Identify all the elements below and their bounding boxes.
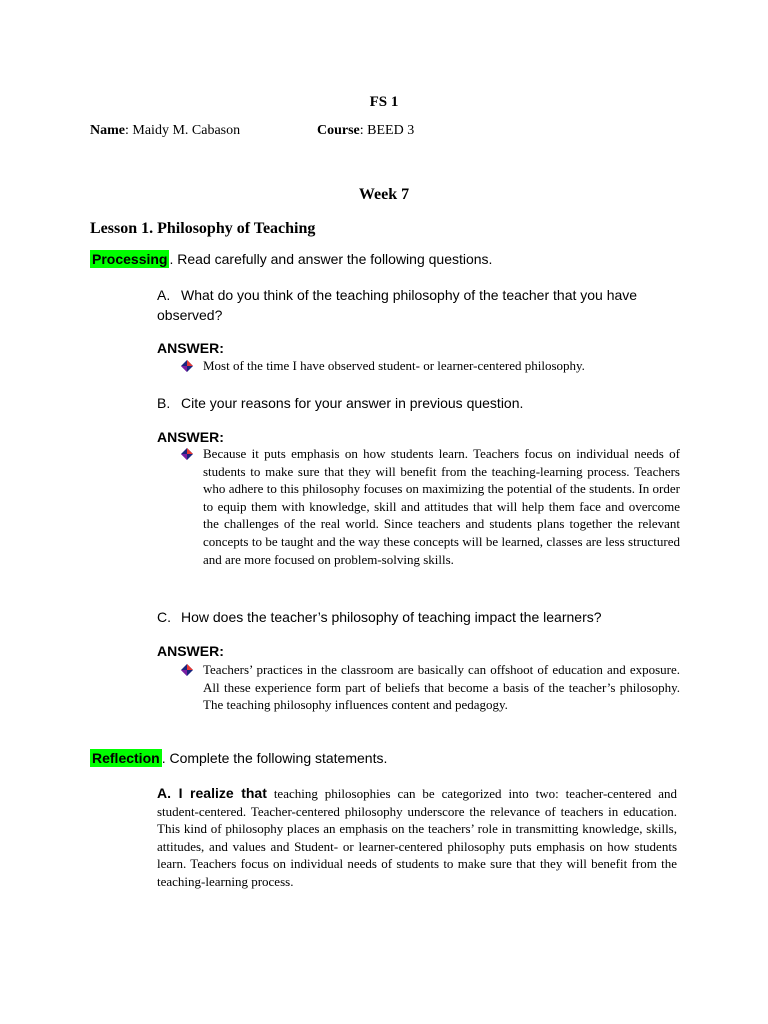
answer-c xyxy=(180,661,680,714)
processing-tag: Processing xyxy=(92,251,168,267)
question-a xyxy=(157,285,682,325)
course-line xyxy=(317,123,414,139)
answer-label-c: ANSWER: xyxy=(157,643,224,659)
course-value: : BEED 3 xyxy=(359,123,415,138)
reflection-text: teaching philosophies can be categorized into two: teacher-centered and student-centered. Teacher-centered philosophy underscore the relevance of teachers in education. This kind of philosophy places an emphasis on the teachers’ role in transmitting knowledge, skills, attitudes, and values and Student- or learner-centered philosophy puts emphasis on how students learn. Teachers focus on individual needs of students to make sure that they will benefit from the teaching-learning process. xyxy=(157,786,677,889)
question-b xyxy=(157,393,682,413)
name-value: : Maidy M. Cabason xyxy=(125,123,241,138)
answer-b xyxy=(180,445,680,568)
answer-label-b: ANSWER: xyxy=(157,429,224,445)
answer-a xyxy=(180,357,680,375)
lesson-title: Lesson 1. Philosophy of Teaching xyxy=(90,220,316,237)
processing-line xyxy=(90,251,492,267)
week-title: Week 7 xyxy=(358,186,410,203)
name-label: Name xyxy=(90,123,125,138)
diamond-bullet-icon xyxy=(180,447,194,461)
reflection-tag: Reflection xyxy=(92,750,160,766)
question-c xyxy=(157,607,682,627)
answer-label-a: ANSWER: xyxy=(157,340,224,356)
name-line xyxy=(90,123,240,139)
document-code: FS 1 xyxy=(369,94,399,110)
reflection-line xyxy=(90,750,387,766)
diamond-bullet-icon xyxy=(180,359,194,373)
reflection-lead: A. I realize that xyxy=(157,785,267,801)
answer-text: Most of the time I have observed student- or learner-centered philosophy. xyxy=(203,358,585,373)
question-text: Cite your reasons for your answer in previous question. xyxy=(181,395,524,411)
question-text: How does the teacher’s philosophy of teaching impact the learners? xyxy=(181,609,602,625)
reflection-paragraph xyxy=(157,785,677,891)
question-text: What do you think of the teaching philosophy of the teacher that you have observed? xyxy=(157,287,638,323)
reflection-instruction: . Complete the following statements. xyxy=(161,750,388,766)
processing-instruction: . Read carefully and answer the following questions. xyxy=(169,251,493,267)
question-letter: A. xyxy=(157,287,171,303)
course-label: Course xyxy=(317,123,360,138)
answer-text: Because it puts emphasis on how students learn. Teachers focus on individual needs of students to make sure that they will benefit from the teaching-learning process. Teachers who adhere to this philosophy focuses on maximizing the potential of the students. In order to equip them with knowledge, skill and attitudes that will help them face and overcome the challenges of the real world. Since teachers and students plans together the relevant concepts to be taught and the way these concepts will be learned, classes are less structured and are more focused on problem-solving skills. xyxy=(203,446,680,567)
answer-text: Teachers’ practices in the classroom are basically can offshoot of education and exposure. All these experience form part of beliefs that become a basis of the teacher’s philosophy. The teaching philosophy influences content and pedagogy. xyxy=(203,662,680,713)
question-letter: C. xyxy=(157,609,171,625)
question-letter: B. xyxy=(157,395,171,411)
diamond-bullet-icon xyxy=(180,663,194,677)
